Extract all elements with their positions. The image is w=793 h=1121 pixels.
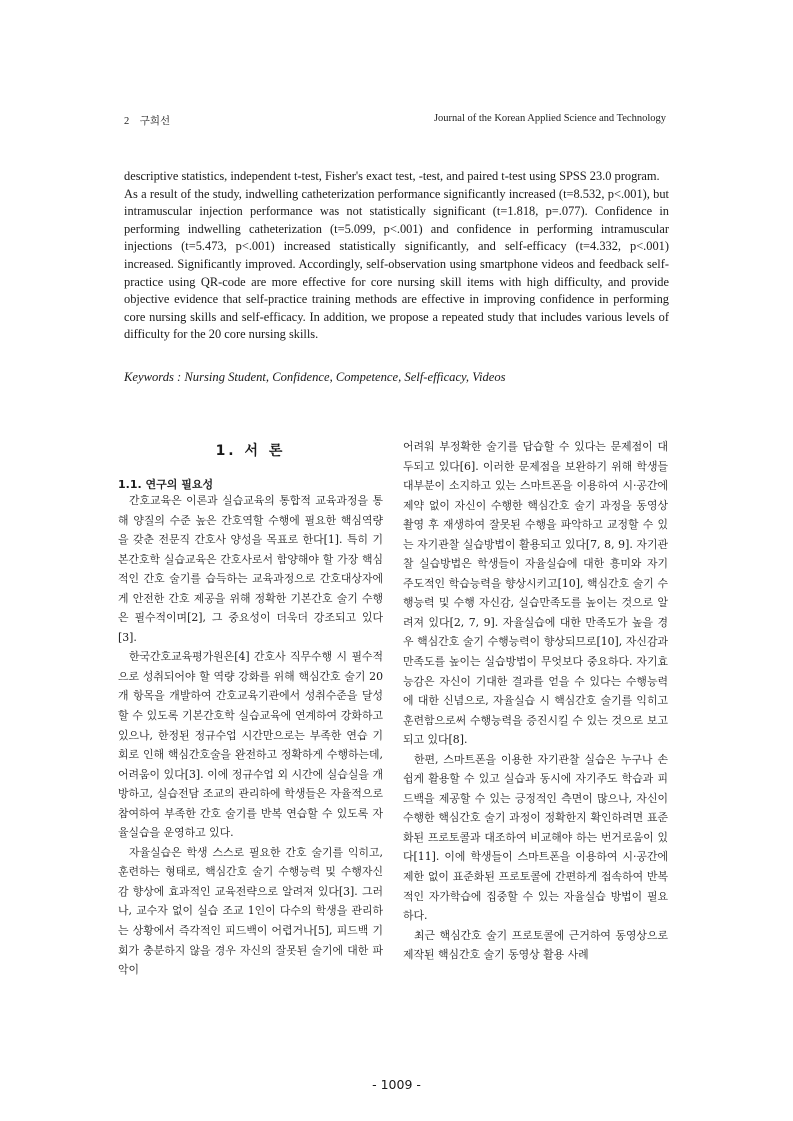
running-header-author: 2 구희선 [124, 116, 171, 127]
left-column [118, 491, 383, 980]
subsection-title: 1.1. 연구의 필요성 [118, 478, 214, 491]
right-column [403, 437, 668, 965]
body-paragraph: 어려워 부정확한 술기를 답습할 수 있다는 문제점이 대두되고 있다[6]. 이러한 문제점을 보완하기 위해 학생들 대부분이 소지하고 있는 스마트폰을 이용하여 시·공간에 제약 없이 자신이 수행한 핵심간호 술기 과정을 동영상 촬영 후 재생하여 잘못된 수행을 파악하고 교정할 수 있는 자기관찰 실습방법이 활용되고 있다[7, 8, 9]. 자기관찰 실습방법은 학생들이 자율실습에 대한 흥미와 자기 주도적인 학습능력을 향상시키고[10], 핵심간호 술기 수행능력 및 수행 자신감, 실습만족도를 높이는 것으로 알려져 있다[2, 7, 9]. 자율실습에 대한 만족도가 높을 경우 핵심간호 술기 수행능력이 향상되므로[10], 자신감과 만족도를 높이는 실습방법이 무엇보다 중요하다. 자기효능감은 자신이 기대한 결과를 얻을 수 있다는 수행능력에 대한 신념으로, 자율실습 시 핵심간호 술기를 익히고 훈련함으로써 수행능력을 증진시킬 수 있는 것으로 보고되고 있다[8]. [403, 440, 668, 747]
section-title: 1. 서 론 [215, 443, 286, 459]
page-number: - 1009 - [372, 1077, 421, 1092]
body-paragraph: 한편, 스마트폰을 이용한 자기관찰 실습은 누구나 손쉽게 활용할 수 있고 실습과 동시에 자기주도 학습과 피드백을 제공할 수 있는 긍정적인 측면이 많으나, 자신이 수행한 핵심간호 술기 과정이 정확한지 확인하려면 표준화된 프로토콜과 대조하여 비교해야 하는 번거로움이 있다[11]. 이에 학생들이 스마트폰을 이용하여 시·공간에 제한 없이 표준화된 프로토콜에 간편하게 접속하여 반복적인 자가학습에 집중할 수 있는 자율실습 방법이 필요하다. [403, 752, 668, 923]
abstract-paragraph: As a result of the study, indwelling catheterization performance significantly increased (t=8.532, p<.001), but intramuscular injection performance was not statistically significant (t=1.818, p=.077). Confidence in performing indwelling catheterization (t=5.099, p<.001) and confidence in performing intramuscular injections (t=5.473, p<.001) increased statistically significantly, and self-efficacy (t=4.332, p<.001) increased. Significantly improved. Accordingly, self-observation using smartphone videos and feedback self-practice using QR-code are more effective for core nursing skill items with high difficulty, and provide objective evidence that self-practice training methods are effective in improving confidence in performing core nursing skills and self-efficacy. In addition, we propose a repeated study that includes various levels of difficulty for the 20 core nursing skills. [124, 186, 669, 342]
body-paragraph: 최근 핵심간호 술기 프로토콜에 근거하여 동영상으로 제작된 핵심간호 술기 동영상 활용 사례 [403, 928, 668, 962]
body-paragraph: 간호교육은 이론과 실습교육의 통합적 교육과정을 통해 양질의 수준 높은 간호역할 수행에 필요한 핵심역량을 갖춘 전문직 간호사 양성을 목표로 한다[1]. 특히 기본간호학 실습교육은 간호사로서 함양해야 할 가장 핵심적인 간호 술기를 습득하는 교육과정으로 간호대상자에게 안전한 간호 제공을 위해 정확한 기본간호 술기 수행은 필수적이며[2], 그 중요성이 더욱더 강조되고 있다[3]. [118, 494, 383, 644]
body-paragraph: 자율실습은 학생 스스로 필요한 간호 술기를 익히고, 훈련하는 형태로, 핵심간호 술기 수행능력 및 수행자신감 향상에 효과적인 교육전략으로 알려져 있다[3]. 그러나, 교수자 없이 실습 조교 1인이 다수의 학생을 관리하는 상황에서 즉각적인 피드백이 어렵거나[5], 피드백 기회가 충분하지 않을 경우 자신의 잘못된 술기에 대한 파악이 [118, 845, 383, 977]
keywords: Keywords : Nursing Student, Confidence, Competence, Self-efficacy, Videos [124, 370, 506, 384]
running-header-journal: Journal of the Korean Applied Science and Technology [433, 113, 666, 124]
abstract [124, 168, 669, 344]
body-paragraph: 한국간호교육평가원은[4] 간호사 직무수행 시 필수적으로 성취되어야 할 역량 강화를 위해 핵심간호 술기 20개 항목을 개발하여 간호교육기관에서 성취수준을 달성할 수 있도록 기본간호학 실습교육에 연계하여 강화하고 있으나, 한정된 정규수업 시간만으로는 부족한 연습 기회로 인해 핵심간호술을 완전하고 정확하게 수행하는데, 어려움이 있다[3]. 이에 정규수업 외 시간에 실습실을 개방하고, 실습전담 조교의 관리하에 학생들은 자율적으로 참여하여 부족한 간호 술기를 반복 연습할 수 있도록 자율실습을 운영하고 있다. [118, 650, 383, 840]
abstract-paragraph: descriptive statistics, independent t-test, Fisher's exact test, -test, and paired t-test using SPSS 23.0 program. [124, 169, 660, 183]
